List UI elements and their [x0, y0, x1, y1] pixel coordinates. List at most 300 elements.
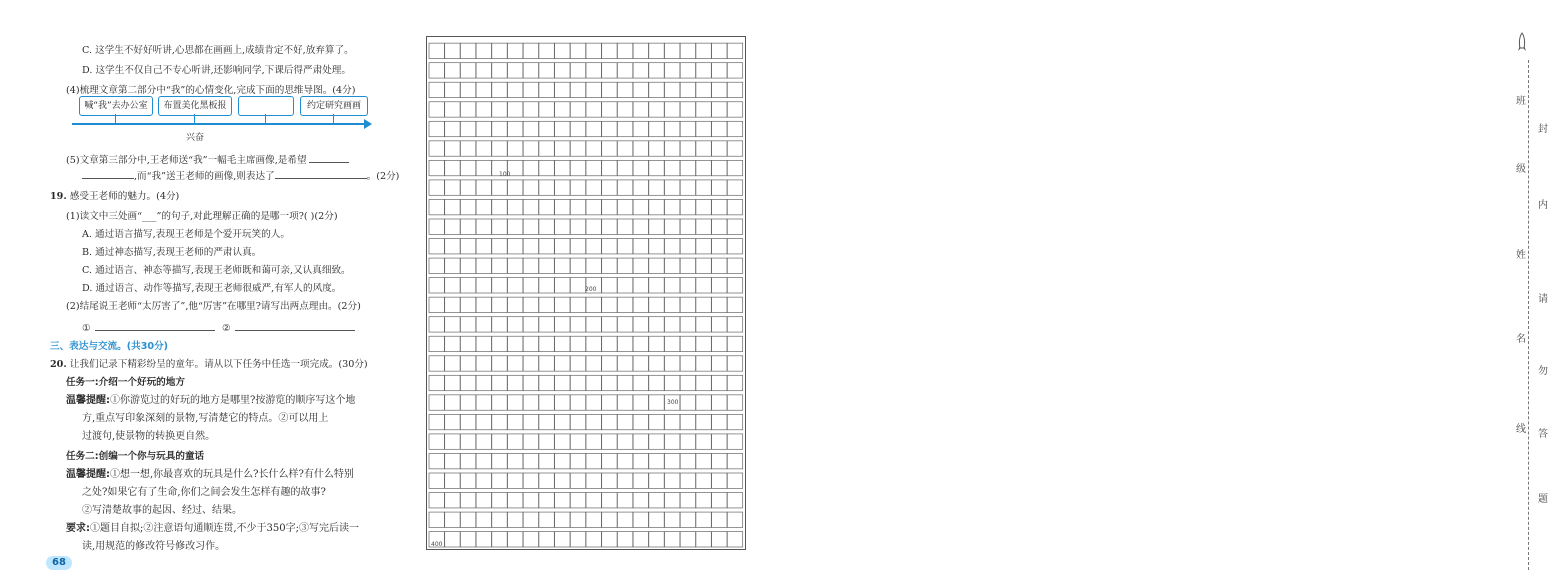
grid-cell[interactable] — [539, 199, 554, 214]
grid-cell[interactable] — [523, 473, 538, 488]
grid-cell[interactable] — [492, 356, 507, 371]
grid-cell[interactable] — [649, 82, 664, 97]
grid-cell[interactable] — [508, 180, 523, 195]
grid-cell[interactable] — [727, 141, 742, 156]
grid-cell[interactable] — [445, 453, 460, 468]
grid-cell[interactable] — [429, 414, 444, 429]
grid-cell[interactable] — [649, 317, 664, 332]
grid-cell[interactable] — [539, 82, 554, 97]
grid-cell[interactable] — [539, 532, 554, 547]
grid-cell[interactable] — [617, 395, 632, 410]
grid-cell[interactable] — [555, 336, 570, 351]
grid-cell[interactable] — [696, 414, 711, 429]
grid-cell[interactable] — [712, 414, 727, 429]
grid-cell[interactable] — [696, 375, 711, 390]
grid-cell[interactable] — [523, 414, 538, 429]
grid-cell[interactable] — [727, 493, 742, 508]
grid-cell[interactable] — [633, 160, 648, 175]
grid-cell[interactable] — [633, 336, 648, 351]
grid-cell[interactable] — [555, 512, 570, 527]
grid-cell[interactable] — [492, 239, 507, 254]
grid-cell[interactable] — [696, 512, 711, 527]
grid-cell[interactable] — [570, 493, 585, 508]
grid-cell[interactable] — [696, 43, 711, 58]
grid-cell[interactable] — [712, 356, 727, 371]
grid-cell[interactable] — [429, 141, 444, 156]
grid-cell[interactable] — [523, 63, 538, 78]
grid-cell[interactable] — [617, 512, 632, 527]
grid-cell[interactable] — [570, 395, 585, 410]
grid-cell[interactable] — [727, 336, 742, 351]
grid-cell[interactable] — [460, 493, 475, 508]
grid-cell[interactable] — [680, 141, 695, 156]
grid-cell[interactable] — [460, 297, 475, 312]
grid-cell[interactable] — [586, 317, 601, 332]
grid-cell[interactable] — [460, 141, 475, 156]
grid-cell[interactable] — [727, 63, 742, 78]
grid-cell[interactable] — [570, 434, 585, 449]
grid-cell[interactable] — [476, 180, 491, 195]
grid-cell[interactable] — [476, 141, 491, 156]
grid-cell[interactable] — [665, 160, 680, 175]
grid-cell[interactable] — [696, 434, 711, 449]
grid-cell[interactable] — [476, 356, 491, 371]
grid-cell[interactable] — [696, 199, 711, 214]
grid-cell[interactable] — [602, 493, 617, 508]
grid-cell[interactable] — [602, 297, 617, 312]
grid-cell[interactable] — [539, 297, 554, 312]
grid-cell[interactable] — [712, 493, 727, 508]
grid-cell[interactable] — [602, 219, 617, 234]
grid-cell[interactable] — [696, 141, 711, 156]
grid-cell[interactable] — [665, 199, 680, 214]
grid-cell[interactable] — [602, 82, 617, 97]
grid-cell[interactable] — [523, 43, 538, 58]
grid-cell[interactable] — [649, 63, 664, 78]
grid-cell[interactable] — [492, 453, 507, 468]
grid-cell[interactable] — [460, 180, 475, 195]
grid-cell[interactable] — [555, 414, 570, 429]
grid-cell[interactable] — [476, 395, 491, 410]
grid-cell[interactable] — [523, 180, 538, 195]
grid-cell[interactable] — [696, 278, 711, 293]
grid-cell[interactable] — [712, 180, 727, 195]
grid-cell[interactable] — [712, 43, 727, 58]
grid-cell[interactable] — [696, 473, 711, 488]
grid-cell[interactable] — [539, 395, 554, 410]
grid-cell[interactable] — [429, 258, 444, 273]
grid-cell[interactable] — [680, 414, 695, 429]
grid-cell[interactable] — [633, 414, 648, 429]
grid-cell[interactable] — [617, 199, 632, 214]
grid-cell[interactable] — [476, 239, 491, 254]
grid-cell[interactable] — [633, 219, 648, 234]
composition-grid[interactable] — [426, 36, 746, 550]
grid-cell[interactable] — [492, 278, 507, 293]
grid-cell[interactable] — [445, 297, 460, 312]
grid-cell[interactable] — [617, 297, 632, 312]
grid-cell[interactable] — [649, 219, 664, 234]
grid-cell[interactable] — [649, 43, 664, 58]
grid-cell[interactable] — [508, 43, 523, 58]
grid-cell[interactable] — [712, 258, 727, 273]
grid-cell[interactable] — [429, 356, 444, 371]
grid-cell[interactable] — [633, 512, 648, 527]
grid-cell[interactable] — [680, 160, 695, 175]
grid-cell[interactable] — [555, 258, 570, 273]
grid-cell[interactable] — [570, 63, 585, 78]
grid-cell[interactable] — [665, 258, 680, 273]
grid-cell[interactable] — [460, 356, 475, 371]
grid-cell[interactable] — [617, 239, 632, 254]
grid-cell[interactable] — [727, 317, 742, 332]
grid-cell[interactable] — [523, 258, 538, 273]
grid-cell[interactable] — [429, 43, 444, 58]
grid-cell[interactable] — [680, 336, 695, 351]
grid-cell[interactable] — [665, 63, 680, 78]
grid-cell[interactable] — [523, 336, 538, 351]
grid-cell[interactable] — [523, 239, 538, 254]
grid-cell[interactable] — [492, 43, 507, 58]
grid-cell[interactable] — [523, 160, 538, 175]
grid-cell[interactable] — [602, 317, 617, 332]
grid-cell[interactable] — [727, 180, 742, 195]
grid-cell[interactable] — [633, 473, 648, 488]
grid-cell[interactable] — [727, 199, 742, 214]
grid-cell[interactable] — [570, 317, 585, 332]
grid-cell[interactable] — [712, 141, 727, 156]
grid-cell[interactable] — [460, 512, 475, 527]
grid-cell[interactable] — [696, 258, 711, 273]
grid-cell[interactable] — [602, 395, 617, 410]
grid-cell[interactable] — [476, 493, 491, 508]
grid-cell[interactable] — [586, 532, 601, 547]
grid-cell[interactable] — [429, 102, 444, 117]
grid-cell[interactable] — [555, 180, 570, 195]
grid-cell[interactable] — [617, 375, 632, 390]
grid-cell[interactable] — [539, 258, 554, 273]
grid-cell[interactable] — [429, 219, 444, 234]
grid-cell[interactable] — [429, 239, 444, 254]
grid-cell[interactable] — [665, 43, 680, 58]
grid-cell[interactable] — [555, 199, 570, 214]
grid-cell[interactable] — [508, 414, 523, 429]
grid-cell[interactable] — [445, 434, 460, 449]
grid-cell[interactable] — [429, 278, 444, 293]
grid-cell[interactable] — [617, 160, 632, 175]
grid-cell[interactable] — [727, 258, 742, 273]
grid-cell[interactable] — [586, 180, 601, 195]
grid-cell[interactable] — [555, 141, 570, 156]
grid-cell[interactable] — [617, 493, 632, 508]
grid-cell[interactable] — [649, 199, 664, 214]
grid-cell[interactable] — [445, 473, 460, 488]
grid-cell[interactable] — [555, 121, 570, 136]
grid-cell[interactable] — [555, 43, 570, 58]
grid-cell[interactable] — [727, 239, 742, 254]
grid-cell[interactable] — [602, 63, 617, 78]
grid-cell[interactable] — [508, 63, 523, 78]
grid-cell[interactable] — [492, 63, 507, 78]
grid-cell[interactable] — [445, 336, 460, 351]
grid-cell[interactable] — [617, 141, 632, 156]
grid-cell[interactable] — [649, 102, 664, 117]
grid-cell[interactable] — [680, 434, 695, 449]
grid-cell[interactable] — [492, 219, 507, 234]
grid-cell[interactable] — [586, 160, 601, 175]
grid-cell[interactable] — [539, 414, 554, 429]
grid-cell[interactable] — [429, 375, 444, 390]
grid-cell[interactable] — [602, 160, 617, 175]
grid-cell[interactable] — [523, 141, 538, 156]
answer-blank[interactable] — [275, 168, 367, 179]
grid-cell[interactable] — [680, 43, 695, 58]
grid-cell[interactable] — [649, 297, 664, 312]
grid-cell[interactable] — [460, 453, 475, 468]
grid-cell[interactable] — [712, 375, 727, 390]
grid-cell[interactable] — [460, 317, 475, 332]
grid-cell[interactable] — [712, 512, 727, 527]
grid-cell[interactable] — [649, 121, 664, 136]
grid-cell[interactable] — [602, 532, 617, 547]
grid-cell[interactable] — [429, 493, 444, 508]
grid-cell[interactable] — [633, 493, 648, 508]
grid-cell[interactable] — [680, 395, 695, 410]
grid-cell[interactable] — [445, 414, 460, 429]
grid-cell[interactable] — [508, 317, 523, 332]
grid-cell[interactable] — [460, 160, 475, 175]
grid-cell[interactable] — [460, 199, 475, 214]
grid-cell[interactable] — [680, 219, 695, 234]
grid-cell[interactable] — [696, 336, 711, 351]
grid-cell[interactable] — [586, 199, 601, 214]
grid-cell[interactable] — [570, 239, 585, 254]
grid-cell[interactable] — [586, 239, 601, 254]
grid-cell[interactable] — [586, 63, 601, 78]
grid-cell[interactable] — [555, 493, 570, 508]
grid-cell[interactable] — [508, 395, 523, 410]
grid-cell[interactable] — [712, 336, 727, 351]
grid-cell[interactable] — [492, 473, 507, 488]
grid-cell[interactable] — [508, 453, 523, 468]
grid-cell[interactable] — [586, 102, 601, 117]
grid-cell[interactable] — [555, 297, 570, 312]
grid-cell[interactable] — [727, 43, 742, 58]
grid-cell[interactable] — [727, 512, 742, 527]
grid-cell[interactable] — [445, 43, 460, 58]
grid-cell[interactable] — [445, 102, 460, 117]
grid-cell[interactable] — [555, 278, 570, 293]
grid-cell[interactable] — [680, 493, 695, 508]
grid-cell[interactable] — [617, 453, 632, 468]
grid-cell[interactable] — [649, 356, 664, 371]
grid-cell[interactable] — [633, 141, 648, 156]
grid-cell[interactable] — [727, 297, 742, 312]
grid-cell[interactable] — [523, 278, 538, 293]
grid-cell[interactable] — [665, 375, 680, 390]
grid-cell[interactable] — [633, 356, 648, 371]
grid-cell[interactable] — [492, 336, 507, 351]
grid-cell[interactable] — [602, 258, 617, 273]
grid-cell[interactable] — [570, 43, 585, 58]
grid-cell[interactable] — [476, 258, 491, 273]
grid-cell[interactable] — [460, 434, 475, 449]
grid-cell[interactable] — [696, 356, 711, 371]
grid-cell[interactable] — [570, 82, 585, 97]
grid-cell[interactable] — [665, 532, 680, 547]
grid-cell[interactable] — [617, 82, 632, 97]
grid-cell[interactable] — [523, 102, 538, 117]
grid-cell[interactable] — [727, 219, 742, 234]
grid-cell[interactable] — [570, 375, 585, 390]
grid-cell[interactable] — [523, 317, 538, 332]
grid-cell[interactable] — [649, 512, 664, 527]
grid-cell[interactable] — [712, 160, 727, 175]
grid-cell[interactable] — [680, 278, 695, 293]
grid-cell[interactable] — [712, 278, 727, 293]
mind-map-box-3-empty[interactable] — [238, 96, 294, 116]
grid-cell[interactable] — [727, 434, 742, 449]
grid-cell[interactable] — [680, 453, 695, 468]
grid-cell[interactable] — [508, 219, 523, 234]
grid-cell[interactable] — [476, 375, 491, 390]
grid-cell[interactable] — [570, 512, 585, 527]
grid-cell[interactable] — [476, 199, 491, 214]
grid-cell[interactable] — [476, 512, 491, 527]
grid-cell[interactable] — [712, 297, 727, 312]
grid-cell[interactable] — [429, 199, 444, 214]
grid-cell[interactable] — [539, 356, 554, 371]
grid-cell[interactable] — [680, 102, 695, 117]
grid-cell[interactable] — [429, 297, 444, 312]
grid-cell[interactable] — [680, 239, 695, 254]
grid-cell[interactable] — [539, 239, 554, 254]
grid-cell[interactable] — [492, 434, 507, 449]
grid-cell[interactable] — [617, 532, 632, 547]
grid-cell[interactable] — [555, 82, 570, 97]
grid-cell[interactable] — [586, 336, 601, 351]
grid-cell[interactable] — [429, 63, 444, 78]
grid-cell[interactable] — [712, 473, 727, 488]
grid-cell[interactable] — [492, 493, 507, 508]
grid-cell[interactable] — [555, 532, 570, 547]
grid-cell[interactable] — [649, 141, 664, 156]
grid-cell[interactable] — [445, 121, 460, 136]
grid-cell[interactable] — [633, 102, 648, 117]
grid-cell[interactable] — [665, 82, 680, 97]
grid-cell[interactable] — [649, 239, 664, 254]
grid-cell[interactable] — [602, 199, 617, 214]
grid-cell[interactable] — [665, 141, 680, 156]
grid-cell[interactable] — [665, 239, 680, 254]
grid-cell[interactable] — [649, 180, 664, 195]
grid-cell[interactable] — [570, 160, 585, 175]
answer-blank[interactable] — [309, 152, 349, 163]
grid-cell[interactable] — [523, 297, 538, 312]
grid-cell[interactable] — [523, 532, 538, 547]
grid-cell[interactable] — [523, 493, 538, 508]
grid-cell[interactable] — [460, 473, 475, 488]
grid-cell[interactable] — [539, 278, 554, 293]
grid-cell[interactable] — [570, 199, 585, 214]
grid-cell[interactable] — [617, 317, 632, 332]
grid-cell[interactable] — [429, 453, 444, 468]
grid-cell[interactable] — [633, 297, 648, 312]
grid-cell[interactable] — [523, 434, 538, 449]
grid-cell[interactable] — [665, 453, 680, 468]
grid-cell[interactable] — [476, 473, 491, 488]
grid-cell[interactable] — [555, 219, 570, 234]
grid-cell[interactable] — [460, 395, 475, 410]
grid-cell[interactable] — [633, 121, 648, 136]
grid-cell[interactable] — [476, 336, 491, 351]
grid-cell[interactable] — [460, 43, 475, 58]
grid-cell[interactable] — [586, 356, 601, 371]
grid-cell[interactable] — [445, 356, 460, 371]
grid-cell[interactable] — [727, 473, 742, 488]
answer-blank[interactable] — [95, 320, 215, 331]
grid-cell[interactable] — [712, 219, 727, 234]
grid-cell[interactable] — [523, 121, 538, 136]
grid-cell[interactable] — [617, 102, 632, 117]
grid-cell[interactable] — [460, 239, 475, 254]
grid-cell[interactable] — [586, 121, 601, 136]
grid-cell[interactable] — [508, 199, 523, 214]
grid-cell[interactable] — [508, 239, 523, 254]
grid-cell[interactable] — [429, 512, 444, 527]
grid-cell[interactable] — [617, 336, 632, 351]
grid-cell[interactable] — [555, 395, 570, 410]
grid-cell[interactable] — [696, 82, 711, 97]
grid-cell[interactable] — [633, 532, 648, 547]
grid-cell[interactable] — [649, 473, 664, 488]
grid-cell[interactable] — [696, 102, 711, 117]
grid-cell[interactable] — [586, 258, 601, 273]
grid-cell[interactable] — [429, 434, 444, 449]
grid-cell[interactable] — [570, 336, 585, 351]
grid-cell[interactable] — [602, 102, 617, 117]
grid-cell[interactable] — [665, 297, 680, 312]
grid-cell[interactable] — [602, 375, 617, 390]
grid-cell[interactable] — [508, 532, 523, 547]
grid-cell[interactable] — [476, 453, 491, 468]
grid-cell[interactable] — [586, 493, 601, 508]
grid-cell[interactable] — [476, 160, 491, 175]
grid-cell[interactable] — [539, 493, 554, 508]
grid-cell[interactable] — [555, 453, 570, 468]
grid-cell[interactable] — [429, 180, 444, 195]
grid-cell[interactable] — [492, 141, 507, 156]
grid-cell[interactable] — [649, 532, 664, 547]
grid-cell[interactable] — [429, 395, 444, 410]
grid-cell[interactable] — [727, 532, 742, 547]
grid-cell[interactable] — [476, 532, 491, 547]
grid-cell[interactable] — [523, 395, 538, 410]
grid-cell[interactable] — [633, 199, 648, 214]
grid-cell[interactable] — [633, 180, 648, 195]
grid-cell[interactable] — [429, 317, 444, 332]
grid-cell[interactable] — [680, 375, 695, 390]
grid-cell[interactable] — [539, 317, 554, 332]
grid-cell[interactable] — [555, 102, 570, 117]
grid-cell[interactable] — [649, 336, 664, 351]
grid-cell[interactable] — [617, 180, 632, 195]
grid-cell[interactable] — [712, 453, 727, 468]
grid-cell[interactable] — [476, 434, 491, 449]
grid-cell[interactable] — [680, 512, 695, 527]
grid-cell[interactable] — [665, 121, 680, 136]
grid-cell[interactable] — [555, 160, 570, 175]
